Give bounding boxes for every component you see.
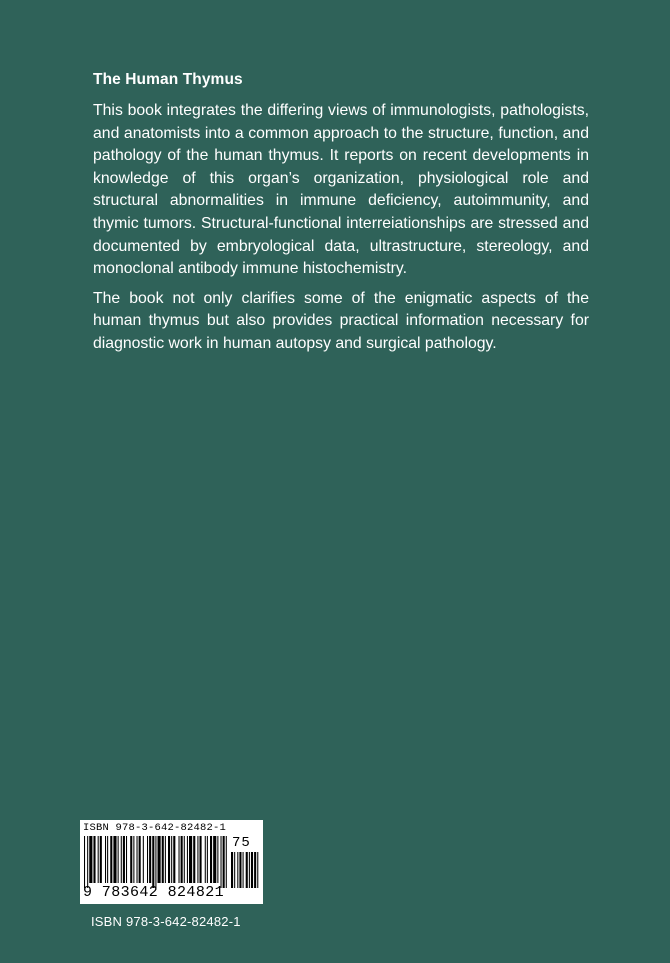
barcode-bar	[162, 836, 164, 883]
barcode-guard-bar	[87, 836, 88, 888]
barcode-bar	[187, 836, 188, 883]
barcode-addon-bar	[254, 852, 256, 888]
barcode-bar	[171, 836, 172, 883]
barcode-bar	[93, 836, 95, 883]
barcode-bar	[173, 836, 175, 883]
barcode-bar	[113, 836, 116, 883]
barcode-bar	[189, 836, 192, 883]
barcode-addon-bar	[234, 852, 235, 888]
barcode-guard-bar	[226, 836, 227, 888]
barcode-bar	[158, 836, 161, 883]
barcode-bar	[200, 836, 202, 883]
barcode-bar	[126, 836, 127, 883]
barcode-bar	[143, 836, 144, 883]
barcode-bar	[105, 836, 106, 883]
barcode-bar	[179, 836, 180, 883]
barcode-bar	[123, 836, 125, 883]
isbn-barcode	[80, 820, 263, 904]
description-paragraph-1: This book integrates the differing views of immunologists, pathologists, and anatomists into a common approach to the structure, function, and pathology of the human thymus. It reports on recent developments in knowledge of this organ’s organization, physiological role and structural abnormalities in immune deficiency, autoimmunity, and thymic tumors. Structural-functional interreiationships are stressed and documented by embryological data, ultrastructure, stereology, and monoclonal antibody immune histochemistry.	[93, 102, 589, 278]
barcode-bar	[98, 836, 99, 883]
barcode-bar	[100, 836, 102, 883]
barcode-bar	[193, 836, 195, 883]
barcode-guard-bar	[152, 836, 154, 888]
barcode-bar	[133, 836, 134, 883]
barcode-addon-bar	[251, 852, 253, 888]
barcode-addon-bar	[257, 852, 258, 888]
barcode-bar	[121, 836, 122, 883]
barcode-guard-bar	[155, 836, 156, 888]
barcode-bar	[168, 836, 170, 883]
barcode-guard-bar	[84, 836, 85, 888]
barcode-addon-bar	[249, 852, 250, 888]
barcode-bar	[147, 836, 148, 883]
barcode-addon-bar	[237, 852, 238, 888]
barcode-bar	[139, 836, 141, 883]
book-title: The Human Thymus	[93, 71, 243, 88]
barcode-guard-bar	[223, 836, 225, 888]
barcode-addon-number: 75	[232, 835, 251, 851]
barcode-addon-bar	[243, 852, 244, 888]
barcode-bar	[210, 836, 212, 883]
barcode-bar	[107, 836, 108, 883]
barcode-bar	[207, 836, 208, 883]
barcode-addon-bar	[239, 852, 241, 888]
book-description	[93, 100, 589, 363]
barcode-addon-bar	[231, 852, 233, 888]
barcode-bar	[184, 836, 185, 883]
barcode-bar	[181, 836, 183, 883]
barcode-addon-bar	[246, 852, 248, 888]
barcode-digits: 9 783642 824821	[83, 884, 225, 901]
barcode-bar	[137, 836, 138, 883]
barcode-guard-bar	[221, 836, 222, 888]
barcode-bar	[89, 836, 92, 883]
isbn-label: ISBN 978-3-642-82482-1	[91, 914, 241, 929]
barcode-bar	[130, 836, 132, 883]
barcode-bar	[110, 836, 112, 883]
barcode-bar	[165, 836, 166, 883]
barcode-isbn-text: ISBN 978-3-642-82482-1	[83, 822, 227, 834]
barcode-bar	[197, 836, 198, 883]
description-paragraph-2: The book not only clarifies some of the enigmatic aspects of the human thymus but also provides practical information necessary for diagnostic work in human autopsy and surgical pathology.	[93, 289, 589, 352]
barcode-bar	[118, 836, 119, 883]
barcode-bar	[213, 836, 216, 883]
barcode-bar	[149, 836, 151, 883]
barcode-bar	[217, 836, 218, 883]
barcode-bar	[205, 836, 206, 883]
